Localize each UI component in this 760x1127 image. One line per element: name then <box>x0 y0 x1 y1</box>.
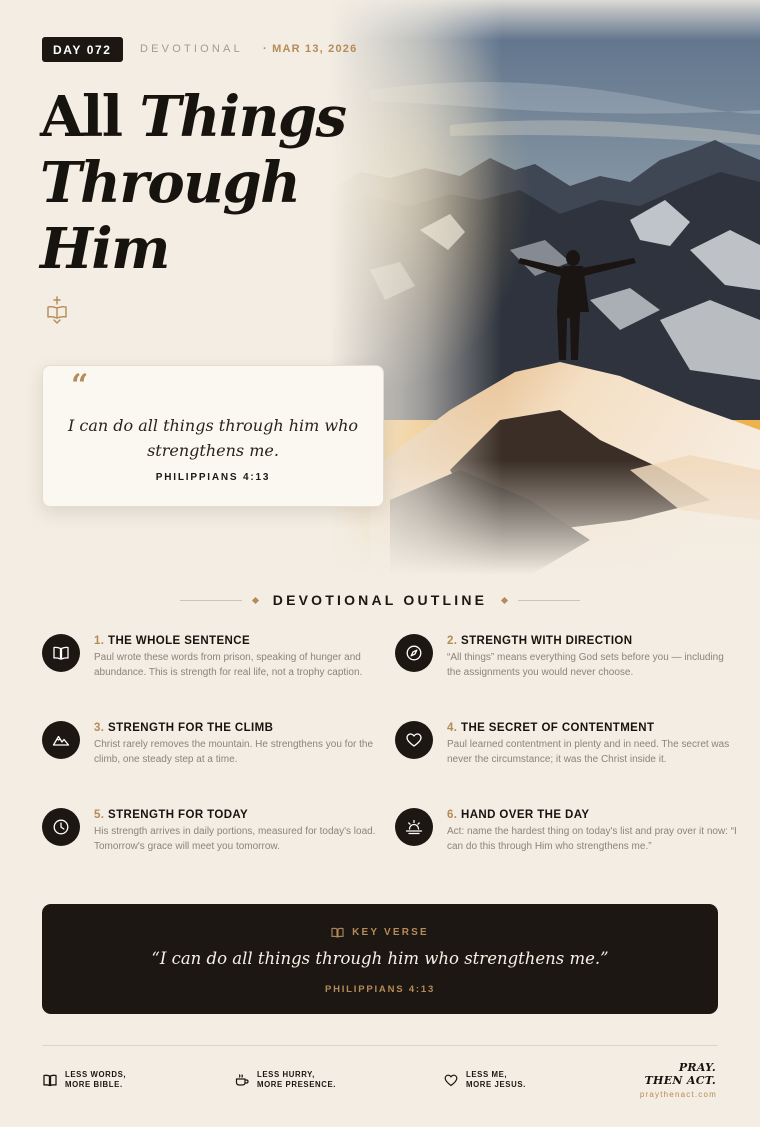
key-verse-label: KEY VERSE <box>42 927 718 938</box>
outline-item-5 <box>94 809 384 854</box>
open-book-icon <box>331 927 344 938</box>
quote-reference: PHILIPPIANS 4:13 <box>155 472 271 483</box>
outline-item-4 <box>447 722 737 767</box>
sunrise-icon <box>395 808 433 846</box>
outline-diamond-left <box>252 596 259 603</box>
outline-item-title: 6. HAND OVER THE DAY <box>447 809 590 821</box>
outline-item-body: Act: name the hardest thing on today's list and pray over it now: “I can do this through Him who strengthens me.” <box>447 826 737 852</box>
cross-book-icon <box>46 296 68 324</box>
key-verse-text: “I can do all things through him who strengthens me.” <box>151 949 609 968</box>
day-badge: DAY 072 <box>42 37 123 62</box>
key-verse-banner <box>42 904 718 1014</box>
footer-divider <box>42 1045 718 1046</box>
title-line-2: Through <box>40 150 300 216</box>
outline-item-body: “All things” means everything God sets before you — including the assignments you would never choose. <box>447 652 724 678</box>
title-word-italic: Things <box>139 84 346 150</box>
heart-icon <box>444 1073 458 1087</box>
footer-motto-3: LESS ME, MORE JESUS. <box>444 1070 526 1089</box>
outline-item-6 <box>447 809 737 854</box>
brand-url: praythenact.com <box>639 1090 717 1099</box>
outline-item-body: Paul learned contentment in plenty and in need. The secret was never the circumstance; it was the Christ inside it. <box>447 739 730 765</box>
outline-item-1 <box>94 635 384 680</box>
key-verse-reference: PHILIPPIANS 4:13 <box>324 984 436 995</box>
title-line-3: Him <box>40 216 169 282</box>
quote-mark: “ <box>71 368 89 403</box>
outline-item-3 <box>94 722 384 767</box>
footer-motto-1: LESS WORDS, MORE BIBLE. <box>43 1070 126 1089</box>
outline-rule-left <box>180 600 242 601</box>
outline-diamond-right <box>501 596 508 603</box>
open-book-icon <box>42 634 80 672</box>
quote-text: I can do all things through him who strengthens me. <box>67 416 359 460</box>
outline-item-2 <box>447 635 737 680</box>
outline-title: DEVOTIONAL OUTLINE <box>272 592 488 608</box>
outline-header <box>0 592 760 608</box>
quote-card <box>42 365 384 507</box>
footer-motto-2: LESS HURRY, MORE PRESENCE. <box>235 1070 336 1089</box>
page-title <box>40 84 400 282</box>
date-label: · MAR 13, 2026 <box>263 43 358 55</box>
compass-icon <box>395 634 433 672</box>
outline-item-body: Paul wrote these words from prison, speaking of hunger and abundance. This is strength for real life, not a trophy caption. <box>94 652 363 678</box>
outline-item-body: His strength arrives in daily portions, measured for today's load. Tomorrow's grace will meet you tomorrow. <box>94 826 376 852</box>
mountain-icon <box>42 721 80 759</box>
brand-logo-line-2: THEN ACT. <box>644 1074 716 1087</box>
outline-item-title: 2. STRENGTH WITH DIRECTION <box>447 635 633 647</box>
coffee-cup-icon <box>235 1073 249 1087</box>
open-book-icon <box>43 1073 57 1087</box>
outline-item-body: Christ rarely removes the mountain. He strengthens you for the climb, one steady step at a time. <box>94 739 374 765</box>
outline-rule-right <box>518 600 580 601</box>
brand-logo-line-1: PRAY. <box>678 1061 716 1074</box>
outline-item-title: 4. THE SECRET OF CONTENTMENT <box>447 722 655 734</box>
outline-item-title: 5. STRENGTH FOR TODAY <box>94 809 249 821</box>
title-word-upright: All <box>40 84 122 150</box>
heart-icon <box>395 721 433 759</box>
clock-icon <box>42 808 80 846</box>
category-label: DEVOTIONAL <box>140 43 243 55</box>
outline-item-title: 1. THE WHOLE SENTENCE <box>94 635 251 647</box>
outline-item-title: 3. STRENGTH FOR THE CLIMB <box>94 722 274 734</box>
